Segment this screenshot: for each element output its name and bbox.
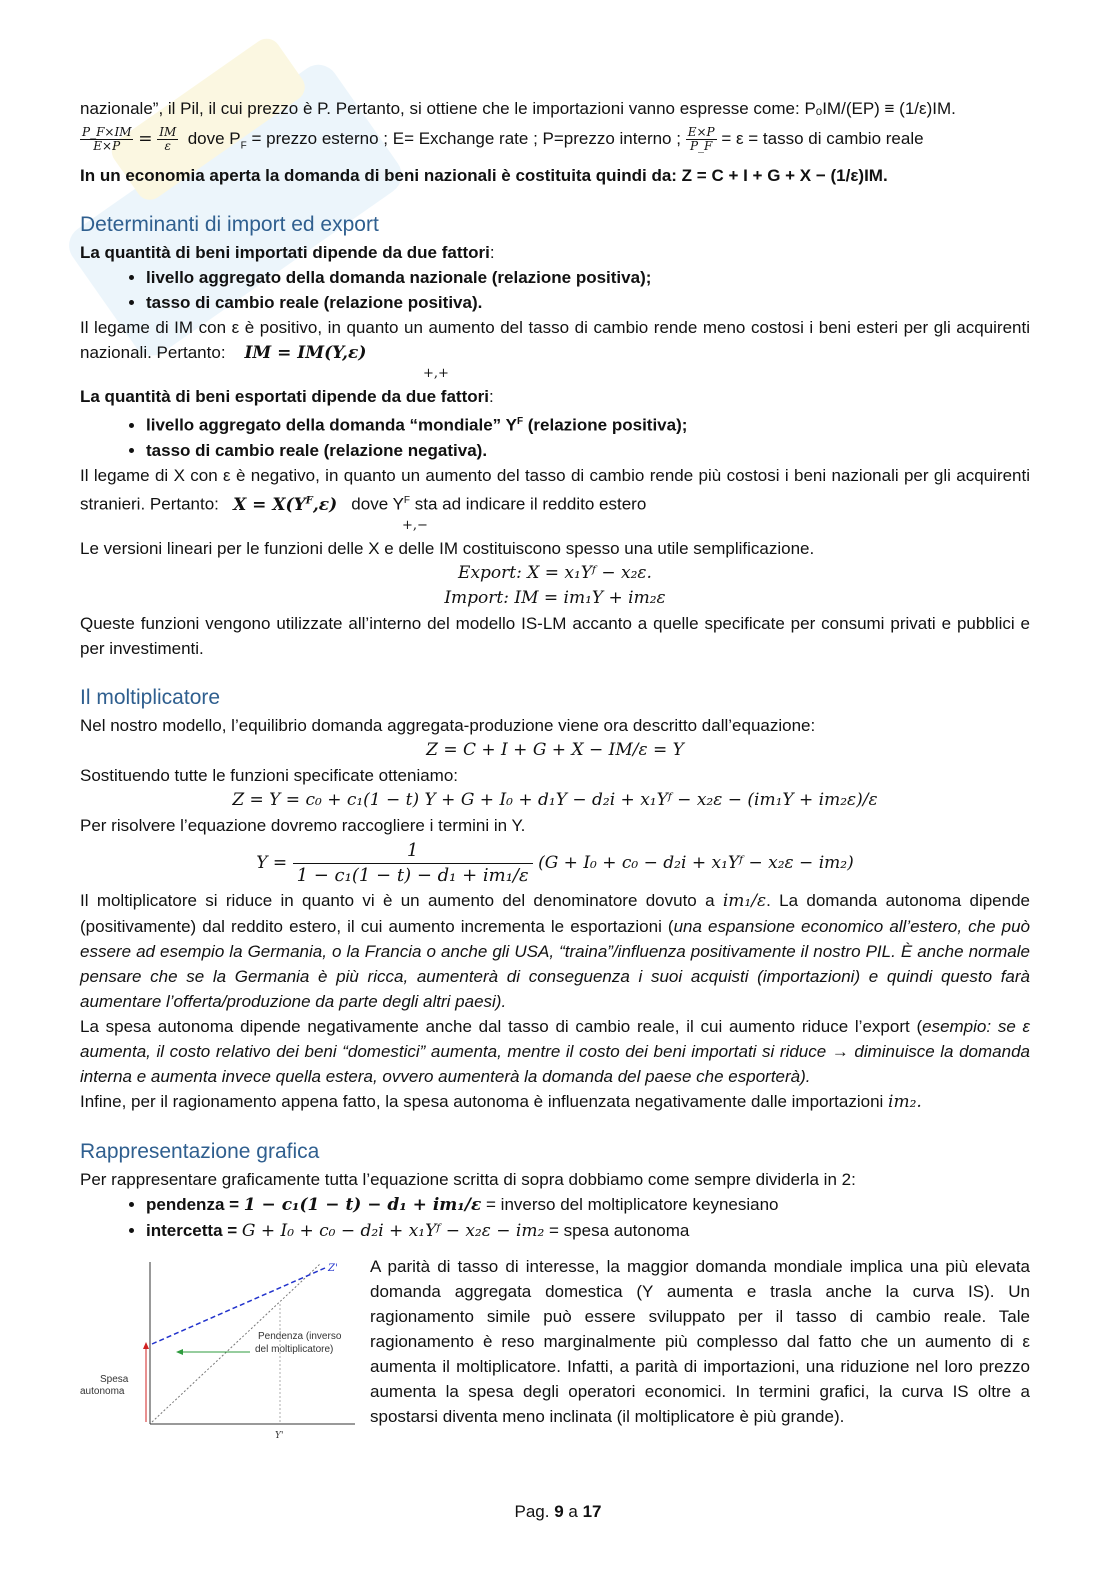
list-item: • livello aggregato della domanda “mondiale” $Y^F$ (relazione positiva); <box>146 409 1030 438</box>
linear-versions-paragraph: Le versioni lineari per le funzioni delle X e delle IM costituiscono spesso una utile semplificazione. <box>80 538 815 558</box>
keynesian-cross-diagram <box>80 1254 365 1454</box>
import-relation-paragraph: Il legame di IM con ε è positivo, in quanto un aumento del tasso di cambio rende meno costosi i beni esteri per gli acquirenti nazionali. Pertanto: IM = IM(Y,ε) <box>80 318 1030 364</box>
list-item: • pendenza = 1 − c₁(1 − t) − d₁ + im₁/ε = inverso del moltiplicatore keynesiano <box>146 1192 1030 1218</box>
list-item: • tasso di cambio reale (relazione negativa). <box>146 438 1030 463</box>
45-degree-line <box>152 1264 320 1422</box>
equilibrium-equation: Z = C + I + G + X − IM/ε = Y <box>426 739 684 760</box>
imports-explanation: Infine, per il ragionamento appena fatto, la spesa autonoma è influenzata negativamente dalle importazioni im₂. <box>80 1091 922 1112</box>
exchange-rate-explanation: La spesa autonoma dipende negativamente anche dal tasso di cambio reale, il cui aumento riduce l’export (esempio: se ε aumenta, il costo relativo dei beni “domestici” aumenta, mentre il costo dei beni importati si riduce → diminuisce la domanda interna e aumenta invece quella estera, ovvero aumenterà la domanda del paese che esporterà). <box>80 1016 1030 1086</box>
slope-label-line1: Pendenza (inverso <box>258 1330 342 1342</box>
intercept-arrow-head-top <box>143 1342 149 1349</box>
import-factors-list <box>80 265 1030 315</box>
slope-arrow-head <box>176 1349 183 1355</box>
graph-intro: Per rappresentare graficamente tutta l’equazione scritta di sopra dobbiamo come sempre dividerla in 2: <box>80 1169 856 1189</box>
graph-components-list <box>80 1192 1030 1244</box>
import-function-formula: IM = IM(Y,ε) <box>244 343 367 364</box>
section-title-determinanti: Determinanti di import ed export <box>80 213 379 237</box>
open-economy-demand-statement: In un economia aperta la domanda di beni nazionali è costituita quindi da: Z = C + I + G + X − (1/ε)IM. <box>80 166 888 186</box>
y-label: Y' <box>275 1430 284 1441</box>
document-page <box>80 96 1030 1454</box>
export-signs: +,− <box>402 517 428 533</box>
multiplier-explanation: Il moltiplicatore si riduce in quanto vi è un aumento del denominatore dovuto a im₁/ε. La domanda autonoma dipende (positivamente) dal reddito estero, il cui aumento incrementa le esportazioni (una espansione economico all’estero, che può essere ad esempio la Germania, o la Francia o anche gli USA, “traina”/influenza positivamente il nostro PIL. È anche normale pensare che se la Germania è più ricca, aumenterà di conseguenza i suoi acquisti (importazioni) e quindi questo farà aumentare l’offerta/produzione da parte degli altri paesi). <box>80 890 1031 1011</box>
export-function-formula: $X = X(Y^F,\varepsilon)$ <box>233 494 338 515</box>
export-linear-equation: Export: X = x₁Yᶠ − x₂ε. <box>458 562 652 583</box>
z-label: Z' <box>328 1262 338 1274</box>
intercept-label-line1: Spesa <box>100 1373 129 1385</box>
formula-fraction: $\frac{IM}{\varepsilon}$ <box>159 125 177 154</box>
slope-label-line2: del moltiplicatore) <box>255 1343 334 1355</box>
islm-usage-paragraph: Queste funzioni vengono utilizzate all’interno del modello IS-LM accanto a quelle specificate per consumi privati e pubblici e per investimenti. <box>80 613 1030 658</box>
section-title-rappresentazione: Rappresentazione grafica <box>80 1139 320 1163</box>
import-price-formula-line: $\frac{P\_F\times IM}{E\times P}$ = $\frac{IM}{\varepsilon}$ dove $P_F$ = prezzo esterno ; E= Exchange rate ; P=prezzo interno ; $\frac{E\times P}{P\_F}$ = ε = tasso di cambio reale <box>82 125 924 154</box>
list-item: • livello aggregato della domanda nazionale (relazione positiva); <box>146 265 1030 290</box>
page-footer: Pag. 9 a 17 <box>514 1502 602 1521</box>
intercept-label-line2: autonoma <box>80 1385 125 1397</box>
equilibrium-intro: Nel nostro modello, l’equilibrio domanda aggregata-produzione viene ora descritto dall’equazione: <box>80 715 816 735</box>
total-pages: 17 <box>582 1502 602 1521</box>
figure-explanation: A parità di tasso di interesse, la maggior domanda mondiale implica una più elevata domanda aggregata domestica (Y aumenta e trasla anche la curva IS). Un ragionamento simile può essere sviluppato per il tasso di cambio reale. Tale ragionamento è reso marginalmente più complesso dal fatto che un aumento di ε aumenta il moltiplicatore. Infatti, a parità di importazioni, una riduzione nel loro prezzo aumenta la spesa degli operatori economici. In termini grafici, la curva IS oltre a spostarsi diventa meno inclinata (il moltiplicatore è più grande). <box>370 1256 1030 1426</box>
substituted-equation: Z = Y = c₀ + c₁(1 − t) Y + G + I₀ + d₁Y − d₂i + x₁Yᶠ − x₂ε − (im₁Y + im₂ε)/ε <box>232 789 878 810</box>
multiplier-fraction: $\frac{1}{\text{1 − c₁(1 − t) − d₁ + im₁/ε}}$ <box>293 839 533 888</box>
intro-paragraph: nazionale”, il Pil, il cui prezzo è P. Pertanto, si ottiene che le importazioni vanno espresse come: PₒIM/(EP) ≡ (1/ε)IM. <box>80 99 956 118</box>
formula-fraction: $\frac{E\times P}{P\_F}$ <box>687 125 715 154</box>
list-item: • intercetta = G + I₀ + c₀ − d₂i + x₁Yᶠ − x₂ε − im₂ = spesa autonoma <box>146 1218 1030 1244</box>
figure-row <box>80 1254 1030 1454</box>
import-linear-equation: Import: IM = im₁Y + im₂ε <box>444 587 666 608</box>
list-item: • tasso di cambio reale (relazione positiva). <box>146 290 1030 315</box>
substitution-intro: Sostituendo tutte le funzioni specificate otteniamo: <box>80 765 459 785</box>
section-title-moltiplicatore: Il moltiplicatore <box>80 685 221 709</box>
import-signs: +,+ <box>423 366 449 382</box>
formula-fraction: $\frac{P\_F\times IM}{E\times P}$ <box>82 125 132 154</box>
current-page-number: 9 <box>554 1502 564 1521</box>
export-intro: La quantità di beni esportati dipende da due fattori: <box>80 387 494 407</box>
export-relation-paragraph: Il legame di X con ε è negativo, in quanto un aumento del tasso di cambio rende più costosi i beni nazionali per gli acquirenti stranieri. Pertanto: $X = X(Y^F,\varepsilon)$ dove $Y^F$ sta ad indicare il reddito estero <box>80 466 1030 515</box>
import-intro: La quantità di beni importati dipende da due fattori: <box>80 243 495 263</box>
export-factors-list <box>80 409 1030 463</box>
collect-terms-intro: Per risolvere l’equazione dovremo raccogliere i termini in Y. <box>80 815 526 835</box>
solved-y-equation: Y = $\frac{1}{\text{1 − c₁(1 − t) − d₁ + im₁/ε}}$ (G + I₀ + c₀ − d₂i + x₁Yᶠ − x₂ε − im₂) <box>256 839 854 886</box>
